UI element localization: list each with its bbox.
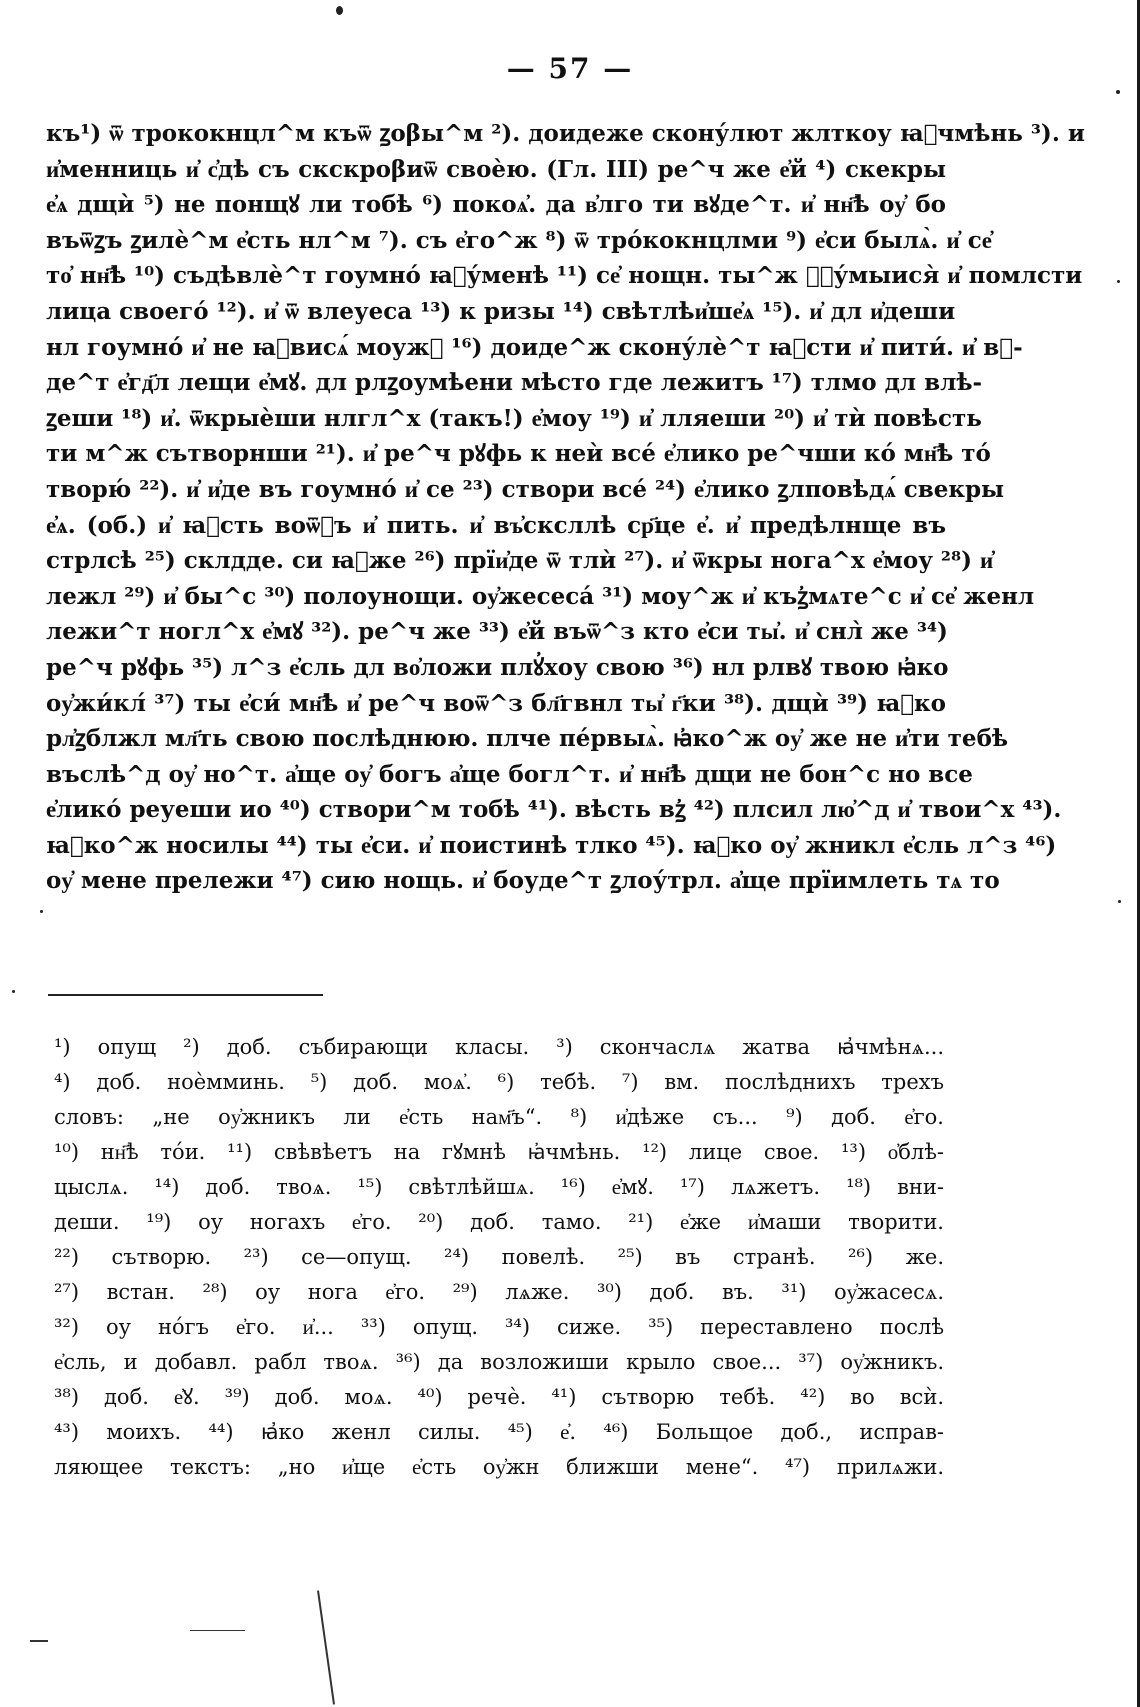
text-line: лица своего́ ¹²). и҆ ѿ влеуеса ¹³) к ризы ¹⁴) свѣтлѣи҆ше҆ѧ ¹⁵). и҆ дл и҆деши	[46, 297, 956, 325]
footnote-line: ляющее текстъ: „но и҆ще е҆сть оу҆жн ближши мене“. ⁴⁷) прилѧжи.	[54, 1455, 944, 1479]
main-text-block	[46, 116, 1085, 899]
text-line: лежи^т ногл^х е҆мꙋ ³²). ре^ч же ³³) е҆й въѿ^з кто е҆си ты҆. и҆ снл̀ же ³⁴)	[46, 618, 948, 646]
scan-speck	[12, 990, 15, 993]
text-line: е҆ѧ. (об.) и҆ ꙗ҆сть воѿꙁъ и҆ пить. и҆ въ҆сксллѣ ср҃це е҆. и҆ предѣлнще въ	[46, 511, 946, 539]
text-line: е҆ѧ дщѝ ⁵) не понщꙋ ли тобѣ ⁶) покоѧ҆. да в҆лго ти вꙋде^т. и҆ нн҃ѣ оу҆ бо	[46, 191, 946, 219]
text-line: творю́ ²²). и҆ и҆де въ гоумно́ и҆ се ²³) створи все́ ²⁴) е҆лико ꙁлповѣдѧ́ свекры	[46, 475, 1005, 503]
text-line: стрлсѣ ²⁵) склдде. си ꙗ҆же ²⁶) прїи҆де ѿ тлѝ ²⁷). и҆ ѿкры нога^х е҆моу ²⁸) и҆	[46, 547, 994, 575]
footnote-line: ¹) опущ ²) доб. събирающи класы. ³) скончаслѧ жатва ꙗ҆чмѣнѧ...	[54, 1035, 944, 1059]
text-line: въѿꙁъ ꙁилѐ^м е҆сть нл^м ⁷). съ е҆го^ж ⁸) ѿ тро́кокнцлми ⁹) е҆си былѧ̀. и҆ се҆	[46, 226, 992, 254]
footnote-line: ³⁸) доб. е҆ꙋ. ³⁹) доб. моѧ. ⁴⁰) речѐ. ⁴¹) сътворю тебѣ. ⁴²) во всѝ.	[54, 1385, 944, 1409]
footnote-divider	[48, 994, 323, 996]
scan-speck	[1118, 900, 1121, 903]
scan-stroke	[190, 1630, 245, 1631]
text-line: и҆менниць и҆ с҆дѣ съ скскроβиѿ своѐю. (Гл. III) ре^ч же е҆й ⁴) скекры	[46, 155, 946, 183]
footnote-line: ⁴³) моихъ. ⁴⁴) ꙗ҆ко женл силы. ⁴⁵) е҆. ⁴⁶) Больщое доб., исправ-	[54, 1420, 944, 1444]
text-line: оу҆жи́кл́ ³⁷) ты е҆си́ мн҃ѣ и҆ ре^ч воѿ^з бл҃гвнл ты҆ г҃ки ³⁸). дщѝ ³⁹) ꙗ҆ко	[46, 689, 946, 717]
scan-speck	[1117, 280, 1120, 283]
footnote-line: ³²) оу но́гъ е҆го. и҆... ³³) опущ. ³⁴) сиже. ³⁵) переставлено послѣ	[54, 1315, 944, 1339]
text-line: нл гоумно́ и҆ не ꙗ҆висѧ́ моужꙋ ¹⁶) доиде^ж скону́лѐ^т ꙗ҆сти и҆ пити́. и҆ вꙋ-	[46, 333, 1023, 361]
text-line: е҆лико́ реуеши ио ⁴⁰) створи^м тобѣ ⁴¹). вѣсть вꙁ҆ ⁴²) плсил лю҆^д и҆ твои^х ⁴³).	[46, 796, 1062, 824]
text-line: де^т е҆гд҃л лещи е҆мꙋ. дл рлꙁоумѣени мѣсто где лежитъ ¹⁷) тлмо дл влѣ-	[46, 369, 983, 397]
footnote-line: е҆сль, и добавл. рабл твоѧ. ³⁶) да возложиши крыло свое... ³⁷) оу҆жникъ.	[54, 1350, 944, 1374]
scan-speck	[1116, 90, 1120, 94]
text-line: къ¹) ѿ трококнцл^м къѿ ꙁоβы^м ²). доидеже скону́лют жлткоу ꙗ҆чмѣнь ³). и	[46, 120, 1085, 147]
text-line: ре^ч рꙋфь ³⁵) л^з е҆сль дл во҆ложи плꙋ҆хоу свою ³⁶) нл рлвꙋ твою ꙗ҆ко	[46, 653, 949, 681]
scan-speck	[336, 6, 343, 15]
scan-stroke	[317, 1590, 335, 1704]
footnote-line: ⁴) доб. ноѐмминь. ⁵) доб. моѧ҆. ⁶) тебѣ. ⁷) вм. послѣднихъ трехъ	[54, 1070, 944, 1094]
text-line: ꙗ҆ко^ж носилы ⁴⁴) ты е҆си. и҆ поистинѣ тлко ⁴⁵). ꙗ҆ко оу҆ жникл е҆сль л^з ⁴⁶)	[46, 831, 1057, 859]
footnote-line: ²²) сътворю. ²³) се—опущ. ²⁴) повелѣ. ²⁵) въ странѣ. ²⁶) же.	[54, 1245, 944, 1269]
scan-stroke	[30, 1640, 48, 1642]
footnote-line: словъ: „не оу҆жникъ ли е҆сть нам҃ъ“. ⁸) и҆дѣже съ... ⁹) доб. е҆го.	[54, 1105, 944, 1129]
text-line: ти м^ж сътворнши ²¹). и҆ ре^ч рꙋфь к неѝ все́ е҆лико ре^чши ко́ мн҃ѣ то́	[46, 440, 991, 468]
text-line: оу҆ мене прележи ⁴⁷) сию нощь. и҆ боуде^т ꙁлоу́трл. а҆ще прїимлеть тѧ то	[46, 867, 1000, 895]
footnotes-block	[54, 1030, 944, 1485]
footnote-line: деши. ¹⁹) оу ногахъ е҆го. ²⁰) доб. тамо. ²¹) е҆же и҆маши творити.	[54, 1210, 944, 1234]
footnote-line: цыслѧ. ¹⁴) доб. твоѧ. ¹⁵) свѣтлѣйшѧ. ¹⁶) е҆мꙋ. ¹⁷) лѧжетъ. ¹⁸) вни-	[54, 1175, 944, 1199]
footnote-line: ²⁷) встан. ²⁸) оу нога е҆го. ²⁹) лѧже. ³⁰) доб. въ. ³¹) оу҆жасесѧ.	[54, 1280, 944, 1304]
text-line: лежл ²⁹) и҆ бы^с ³⁰) полоунощи. оу҆жесеса́ ³¹) моу^ж и҆ къꙁ҆мѧте^с и҆ се҆ женл	[46, 582, 1035, 610]
text-line: ꙁеши ¹⁸) и҆. ѿкрыѐши нлгл^х (такъ!) е҆моу ¹⁹) и҆ лляеши ²⁰) и҆ тѝ повѣсть	[46, 404, 982, 432]
text-line: то҆ нн҃ѣ ¹⁰) съдѣвлѐ^т гоумно́ ꙗ҆у́менѣ ¹¹) се҆ нощн. ты^ж ꙁ҆у́мыися̀ и҆ помлсти	[46, 262, 1083, 290]
text-line: въслѣ^д оу҆ но^т. а҆ще оу҆ богъ а҆ще богл^т. и҆ нн҃ѣ дщи не бон^с но все	[46, 760, 973, 788]
page-number: — 57 —	[506, 52, 634, 85]
scan-speck	[40, 910, 43, 913]
text-line: рл҆ꙁблжл мл҃ть свою послѣднюю. плче пе́рвыѧ̀. ꙗ҆ко^ж оу҆ же не и҆ти тебѣ	[46, 725, 1009, 753]
footnote-line: ¹⁰) нн҃ѣ то́и. ¹¹) свѣвѣетъ на гꙋмнѣ ꙗ҆чмѣнь. ¹²) лице свое. ¹³) о҆блѣ-	[54, 1140, 944, 1164]
